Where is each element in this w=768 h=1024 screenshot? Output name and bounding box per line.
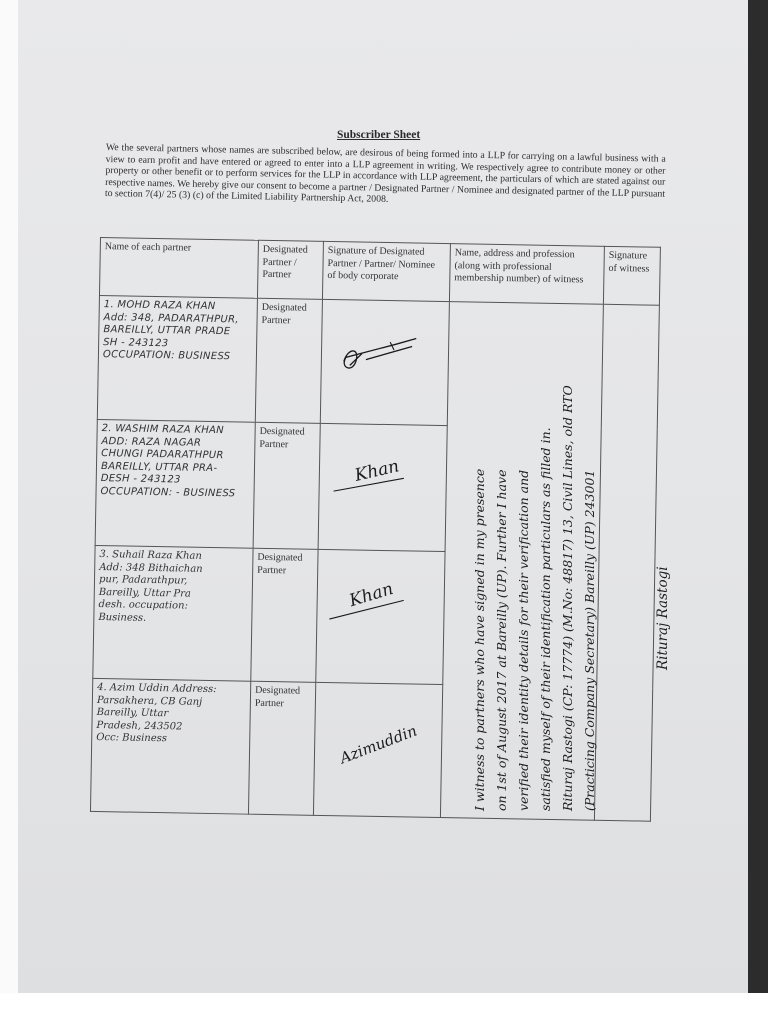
scan-right-edge [748, 0, 768, 1000]
witness-line: I witness to partners who have signed in my presence [472, 468, 487, 811]
partner-2-line: OCCUPATION: - BUSINESS [100, 485, 236, 499]
partner-3-line: desh. occupation: [98, 599, 188, 612]
witness-line: satisfied myself of their identification particulars as filled in. [538, 427, 553, 811]
partner-2-line: ADD: RAZA NAGAR [101, 435, 202, 449]
partner-2-details [95, 419, 255, 548]
partner-4-line: 4. Azim Uddin Address: [97, 682, 217, 696]
witness-line: on 1st of August 2017 at Bareilly (UP). Further I have [494, 469, 509, 811]
partner-1-line: 1. MOHD RAZA KHAN [103, 299, 216, 313]
partner-1-line: Add: 348, PADARATHPUR, [103, 311, 239, 325]
header-signature: Signature of Designated Partner / Partner/ Nominee of body corporate [322, 241, 450, 301]
document-title: Subscriber Sheet [337, 129, 421, 141]
partner-2-signature-cell [318, 423, 447, 551]
partner-2-line: DESH - 243123 [100, 473, 181, 486]
partner-2-line: CHUNGI PADARATHPUR [101, 448, 224, 462]
partner-4-line: Bareilly, Uttar [96, 707, 169, 720]
header-name: Name of each partner [99, 238, 258, 299]
partner-3-details [93, 545, 253, 681]
partner-4-designated: Designated Partner [248, 681, 315, 815]
partner-2-signature: Khan [352, 456, 402, 486]
partner-4-line: Pradesh, 243502 [96, 719, 183, 733]
partner-3-line: pur, Padarathpur, [98, 574, 188, 587]
partner-3-line: Add: 348 Bithaichan [99, 561, 203, 575]
partner-1-designated: Designated Partner [255, 298, 322, 423]
header-witness-signature: Signature of witness [603, 246, 660, 305]
partner-3-signature: Khan [347, 578, 396, 612]
witness-statement [469, 311, 601, 811]
scan-bottom-margin [0, 993, 768, 1024]
witness-line: (Practicing Company Secretary) Bareilly (UP) 243001 [582, 469, 597, 811]
partner-1-line: OCCUPATION: BUSINESS [102, 349, 231, 363]
partner-4-line: Occ: Business [96, 732, 168, 745]
intro-paragraph: We the several partners whose names are subscribed below, are desirous of being formed into a LLP for carrying on a lawful business with a view to earn profit and have entered or agreed to enter into a LLP agreement in writing. We respectively agree to contribute money or other property or other benefit or to perform services for the LLP in accordance with LLP agreement, the particulars of which are stated against our respective names. We hereby give our consent to become a partner / Designated Partner / Nominee and designated partner of the LLP pursuant to section 7(4)/ 25 (3) (c) of the Limited Liability Partnership Act, 2008. [104, 142, 666, 206]
partner-3-line: 3. Suhail Raza Khan [99, 549, 202, 562]
partner-3-designated: Designated Partner [251, 548, 318, 682]
header-designated: Designated Partner / Partner [257, 240, 323, 299]
witness-line: verified their identity details for their verification and [516, 469, 531, 811]
partner-1-line: SH - 243123 [103, 336, 169, 349]
header-witness-details: Name, address and profession (along with professional membership number) of witness [449, 244, 604, 305]
partner-2-line: BAREILLY, UTTAR PRA- [100, 460, 218, 474]
partner-4-details [90, 678, 250, 814]
partner-4-line: Parsakhera, CB Ganj [96, 694, 203, 708]
partner-1-signature [325, 303, 437, 405]
partner-3-signature-cell [316, 549, 445, 684]
partner-2-line: 2. WASHIM RAZA KHAN [101, 423, 225, 437]
partner-3-line: Bareilly, Uttar Pra [98, 586, 192, 600]
witness-line: Rituraj Rastogi (CP: 17774) (M.No: 48817) 13, Civil Lines, old RTO [560, 385, 575, 811]
witness-signature-area [633, 540, 693, 670]
table-header-row [99, 238, 660, 306]
partner-1-line: BAREILLY, UTTAR PRADE [103, 324, 231, 338]
partner-3-line: Business. [98, 611, 147, 624]
partner-4-signature-cell [313, 682, 442, 817]
partner-4-signature: Azimuddin [337, 721, 420, 768]
witness-signature: Rituraj Rastogi [655, 566, 671, 670]
partner-1-signature-cell [320, 299, 449, 425]
scan-left-margin [0, 0, 18, 1000]
partner-2-designated: Designated Partner [253, 422, 320, 549]
partner-1-details [97, 295, 257, 422]
witness-statement-area [455, 305, 615, 817]
